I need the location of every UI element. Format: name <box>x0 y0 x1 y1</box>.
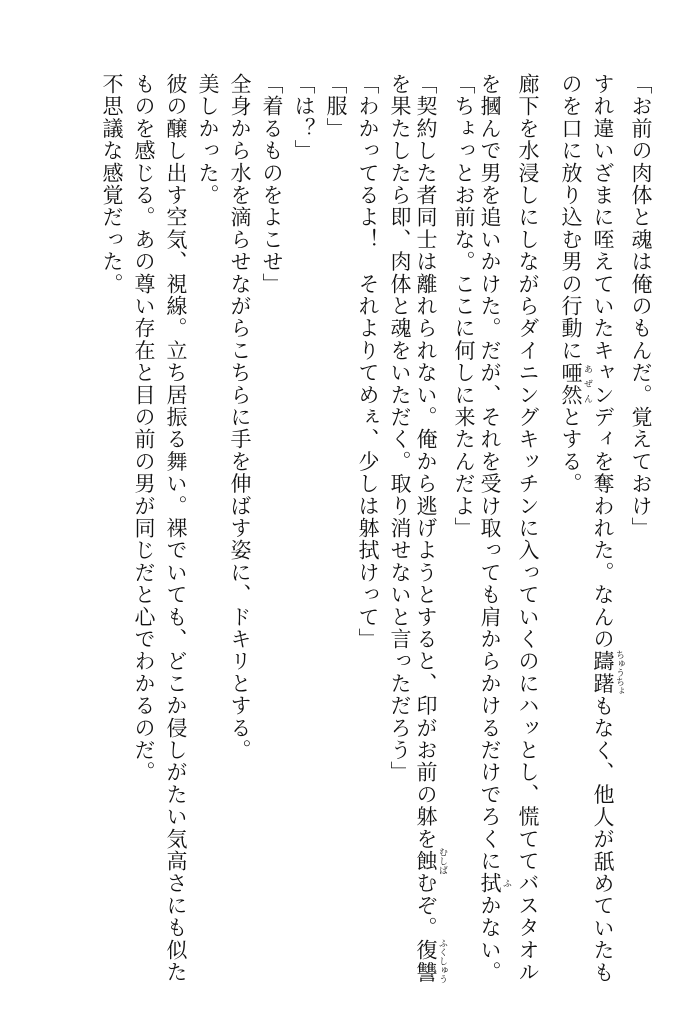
line-text: かない。 <box>478 894 502 984</box>
line-text: 「わかってるよ！ それよりてめぇ、少しは躰拭けって」 <box>356 73 380 651</box>
text-line-13 <box>225 73 255 973</box>
line-text: とする。 <box>559 406 583 495</box>
ruby-fu: 拭 ふ <box>478 872 511 895</box>
text-line-10 <box>321 73 351 973</box>
text-line-17 <box>97 73 127 973</box>
line-text: ものを感じる。あの尊い存在と目の前の男が同じだと心でわかるのだ。 <box>132 73 156 784</box>
ruby-fukushu: 復讐 ふくしゅう <box>414 938 447 984</box>
line-text: 不思議な感覚だった。 <box>100 73 124 295</box>
text-line-1 <box>626 73 656 973</box>
text-line-11 <box>289 73 319 973</box>
text-line-8 <box>385 73 415 973</box>
line-text: 「ちょっとお前な。ここに何しに来たんだよ」 <box>452 73 476 540</box>
text-line-14 <box>193 73 223 973</box>
text-line-4 <box>513 73 543 984</box>
line-text: 全身から水を滴らせながらこちらに手を伸ばす姿に、ドキリとする。 <box>228 73 252 762</box>
line-text: 「は？」 <box>292 73 316 162</box>
text-line-6 <box>449 73 479 973</box>
ruby-mushiba: 蝕 むしば <box>414 847 447 875</box>
text-line-12 <box>257 73 287 973</box>
line-text: を摑んで男を追いかけた。だが、それを受け取っても肩からかけるだけでろくに <box>478 73 502 873</box>
line-text: 廊下を水浸しにしながらダイニングキッチンに入っていくのにハッとし、慌ててバスタオル <box>516 73 540 984</box>
line-text: 「服」 <box>324 73 348 140</box>
line-text: 「着るものをよこせ」 <box>260 73 284 295</box>
text-line-2 <box>591 73 624 984</box>
text-line-9 <box>353 73 383 973</box>
line-text: 「お前の肉体と魂は俺のもんだ。覚えておけ」 <box>629 73 653 540</box>
line-text: もなく、他人が舐めていたも <box>591 694 615 984</box>
line-text: 「契約した者同士は離れられない。俺から逃げようとすると、印がお前の躰を <box>414 73 438 850</box>
ruby-azen: 唖然 あぜん <box>559 361 592 407</box>
text-line-7 <box>414 73 447 984</box>
ruby-chucho: 躊躇 ちゅうちょ <box>591 650 624 696</box>
line-text: のを口に放り込む男の行動に <box>559 73 583 362</box>
text-line-15 <box>161 73 191 984</box>
text-line-5 <box>478 73 511 984</box>
text-line-16 <box>129 73 159 973</box>
line-text: 美しかった。 <box>196 73 220 207</box>
line-text: むぞ。 <box>414 872 438 939</box>
line-text: すれ違いざまに咥えていたキャンディを奪われた。なんの <box>591 73 615 651</box>
line-text: 彼の醸し出す空気、視線。立ち居振る舞い。裸でいても、どこか侵しがたい気高さにも似た <box>164 73 188 984</box>
line-text: を果たしたら即、肉体と魂をいただく。取り消せないと言っただろう」 <box>388 73 412 784</box>
text-line-3 <box>559 73 592 973</box>
